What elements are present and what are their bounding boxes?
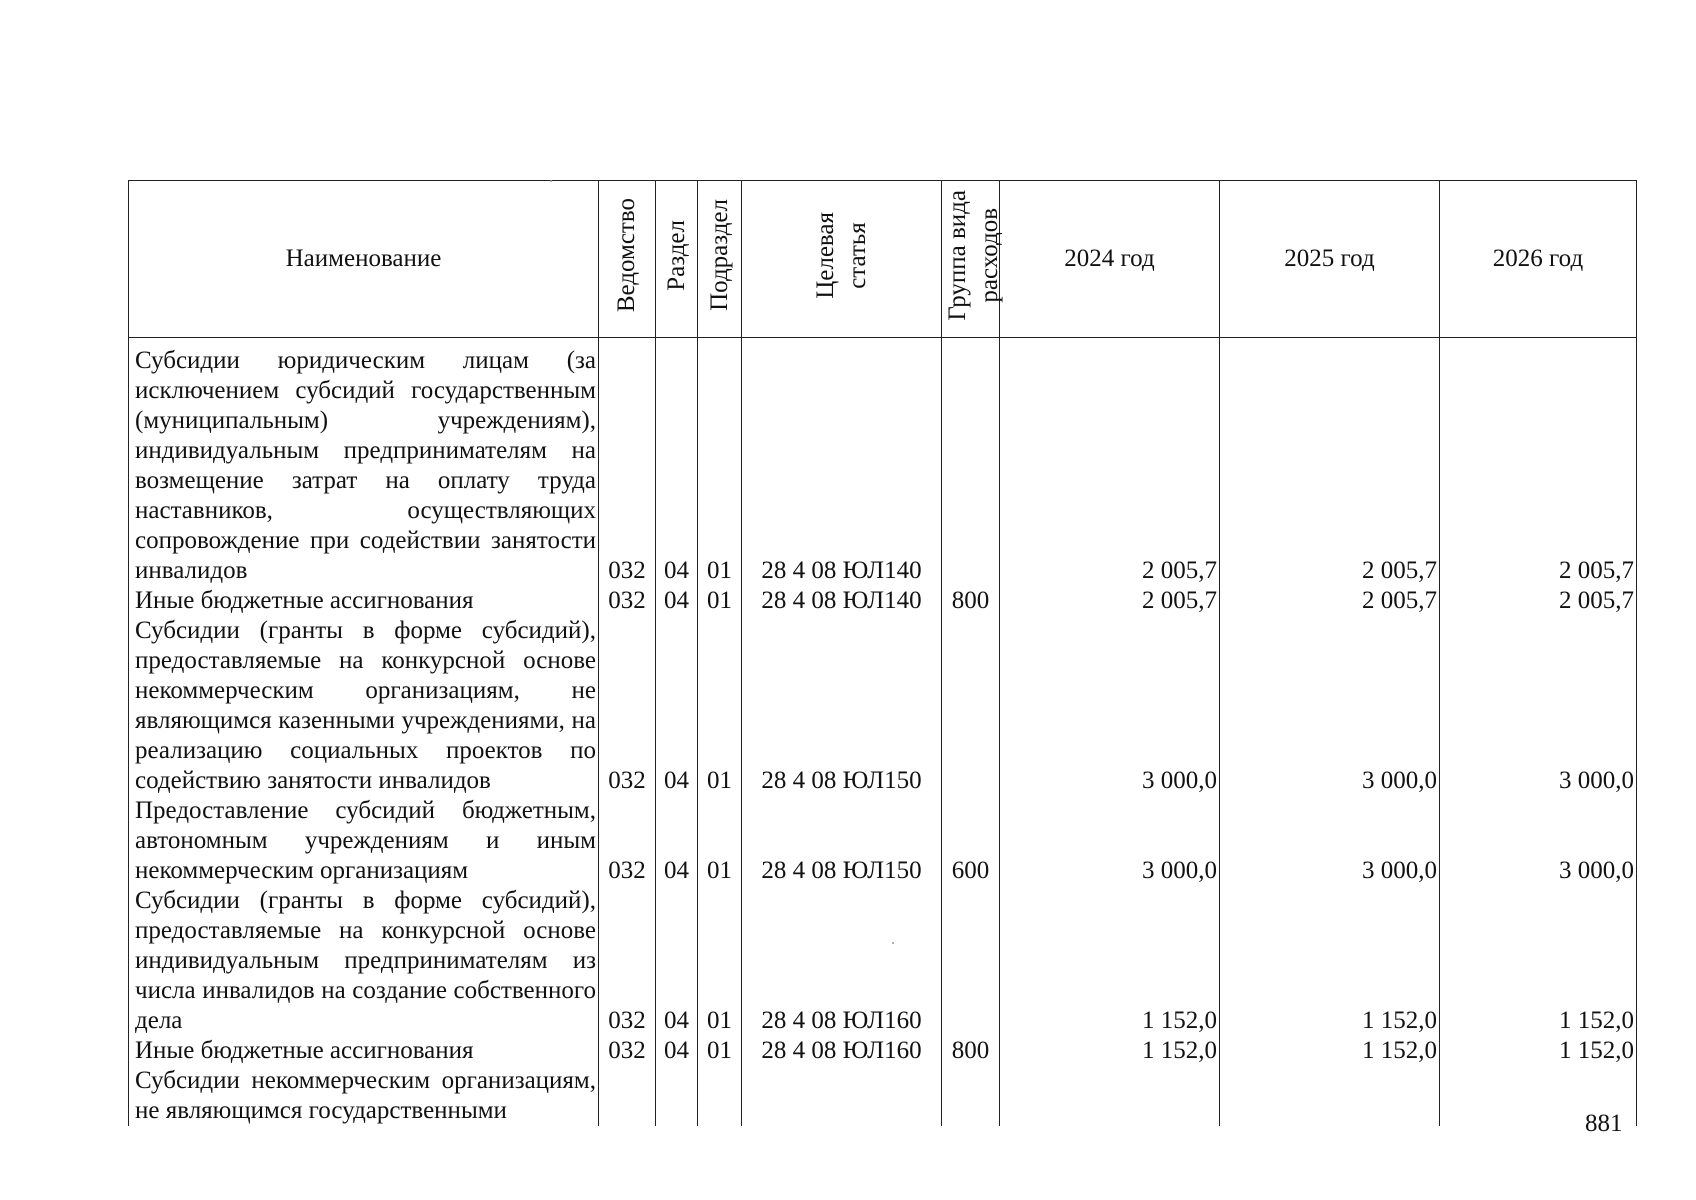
row-expense-group: [942, 338, 1000, 587]
row-name: Субсидии юридическим лицам (за исключением субсидий государственным (муниципальным) учреждениям), индивидуальным предпринимателям на возмещение затрат на оплату труда наставников, осуществляющих сопровождение при содействии занятости инвалидов: [129, 338, 599, 587]
row-subsection: 01: [698, 338, 742, 587]
row-expense-group: [942, 886, 1000, 1036]
row-2024: 1 152,0: [1000, 1036, 1220, 1066]
row-2024: 3 000,0: [1000, 616, 1220, 796]
row-2026: 2 005,7: [1440, 586, 1637, 616]
row-section: 04: [656, 886, 698, 1036]
row-department: 032: [599, 616, 656, 796]
row-section: 04: [656, 338, 698, 587]
row-target: 28 4 08 ЮЛ160: [742, 1036, 942, 1066]
header-target: Целевая статья: [742, 181, 942, 338]
table-row: [129, 886, 1637, 1036]
table-row: [129, 796, 1637, 886]
table-row: [129, 338, 1637, 587]
row-department: 032: [599, 1036, 656, 1066]
row-2024: 2 005,7: [1000, 338, 1220, 587]
row-2025: 1 152,0: [1220, 1036, 1440, 1066]
row-department: 032: [599, 586, 656, 616]
row-target: 28 4 08 ЮЛ150: [742, 796, 942, 886]
page-number: 881: [1585, 1110, 1623, 1137]
row-subsection: 01: [698, 1036, 742, 1066]
scan-speck: [892, 942, 894, 944]
row-2025: [1220, 1066, 1440, 1126]
table-row: [129, 586, 1637, 616]
row-section: [656, 1066, 698, 1126]
table-row: [129, 1066, 1637, 1126]
row-expense-group: 600: [942, 796, 1000, 886]
row-section: 04: [656, 616, 698, 796]
row-2026: 2 005,7: [1440, 338, 1637, 587]
header-2024: 2024 год: [1000, 181, 1220, 338]
row-name: Иные бюджетные ассигнования: [129, 586, 599, 616]
header-name: Наименование: [129, 181, 599, 338]
row-subsection: 01: [698, 616, 742, 796]
row-expense-group: 800: [942, 1036, 1000, 1066]
row-target: [742, 1066, 942, 1126]
row-subsection: 01: [698, 886, 742, 1036]
row-2026: 3 000,0: [1440, 616, 1637, 796]
row-section: 04: [656, 1036, 698, 1066]
header-section: Раздел: [656, 181, 698, 338]
table-row: [129, 1036, 1637, 1066]
row-name: Субсидии (гранты в форме субсидий), предоставляемые на конкурсной основе индивидуальным предпринимателям из числа инвалидов на создание собственного дела: [129, 886, 599, 1036]
scan-speck: [550, 180, 552, 182]
row-subsection: 01: [698, 586, 742, 616]
row-name-clip: Субсидии некоммерческим организациям, не являющимся государственными: [135, 1067, 596, 1124]
row-2026: 3 000,0: [1440, 796, 1637, 886]
header-expense-group: Группа вида расходов: [942, 181, 1000, 338]
row-name: Иные бюджетные ассигнования: [129, 1036, 599, 1066]
row-department: 032: [599, 886, 656, 1036]
row-section: 04: [656, 586, 698, 616]
header-department: Ведомство: [599, 181, 656, 338]
header-2025: 2025 год: [1220, 181, 1440, 338]
row-name: [129, 1066, 599, 1126]
row-2026: 1 152,0: [1440, 886, 1637, 1036]
row-expense-group: 800: [942, 586, 1000, 616]
row-2025: 2 005,7: [1220, 586, 1440, 616]
row-target: 28 4 08 ЮЛ160: [742, 886, 942, 1036]
row-2025: 2 005,7: [1220, 338, 1440, 587]
header-2026: 2026 год: [1440, 181, 1637, 338]
row-2024: 2 005,7: [1000, 586, 1220, 616]
row-subsection: [698, 1066, 742, 1126]
row-2024: [1000, 1066, 1220, 1126]
table-row: [129, 616, 1637, 796]
row-target: 28 4 08 ЮЛ150: [742, 616, 942, 796]
row-expense-group: [942, 1066, 1000, 1126]
row-department: 032: [599, 796, 656, 886]
row-2025: 1 152,0: [1220, 886, 1440, 1036]
row-2025: 3 000,0: [1220, 616, 1440, 796]
row-2024: 3 000,0: [1000, 796, 1220, 886]
row-2025: 3 000,0: [1220, 796, 1440, 886]
row-subsection: 01: [698, 796, 742, 886]
row-target: 28 4 08 ЮЛ140: [742, 338, 942, 587]
row-target: 28 4 08 ЮЛ140: [742, 586, 942, 616]
row-2026: 1 152,0: [1440, 1036, 1637, 1066]
budget-table: [128, 180, 1637, 1126]
row-section: 04: [656, 796, 698, 886]
row-department: [599, 1066, 656, 1126]
header-row: [129, 181, 1637, 338]
row-expense-group: [942, 616, 1000, 796]
row-name: Предоставление субсидий бюджетным, автономным учреждениям и иным некоммерческим организациям: [129, 796, 599, 886]
header-subsection: Подраздел: [698, 181, 742, 338]
row-2024: 1 152,0: [1000, 886, 1220, 1036]
row-department: 032: [599, 338, 656, 587]
row-name: Субсидии (гранты в форме субсидий), предоставляемые на конкурсной основе некоммерческим организациям, не являющимся казенными учреждениями, на реализацию социальных проектов по содействию занятости инвалидов: [129, 616, 599, 796]
